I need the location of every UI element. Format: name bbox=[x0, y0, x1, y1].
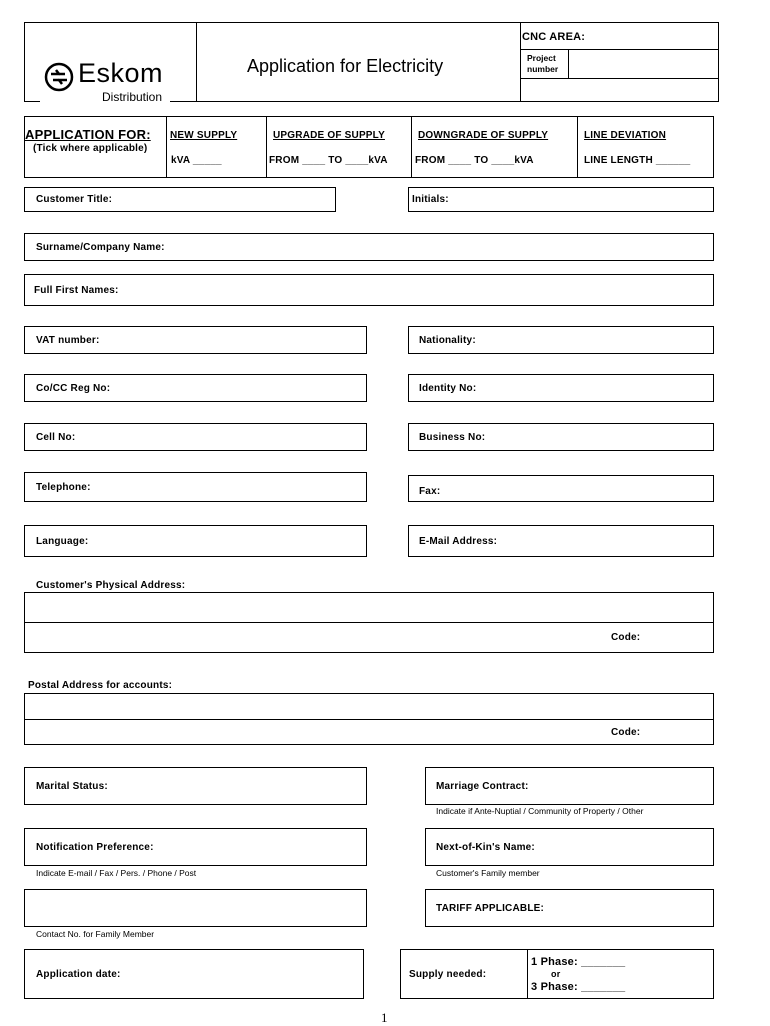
first-names-label: Full First Names: bbox=[34, 285, 119, 296]
logo-division: Distribution bbox=[102, 90, 163, 104]
surname-label: Surname/Company Name: bbox=[36, 242, 165, 253]
option-new-supply-detail: kVA _____ bbox=[171, 155, 222, 166]
cnc-row-line bbox=[520, 49, 719, 50]
app-divider-4 bbox=[577, 116, 578, 178]
cell-label: Cell No: bbox=[36, 432, 76, 443]
logo-word: Eskom bbox=[78, 58, 164, 88]
phase-3-option[interactable]: 3 Phase: _______ bbox=[531, 981, 626, 993]
reg-no-label: Co/CC Reg No: bbox=[36, 383, 111, 394]
postal-address-label: Postal Address for accounts: bbox=[28, 680, 173, 691]
language-label: Language: bbox=[36, 536, 89, 547]
contact-no-field[interactable] bbox=[24, 889, 367, 927]
business-label: Business No: bbox=[419, 432, 486, 443]
cnc-divider bbox=[520, 22, 521, 102]
page-number: 1 bbox=[381, 1010, 388, 1025]
page-title: Application for Electricity bbox=[247, 56, 444, 76]
cnc-area-label: CNC AREA: bbox=[522, 31, 586, 43]
marital-status-label: Marital Status: bbox=[36, 781, 108, 792]
email-label: E-Mail Address: bbox=[419, 536, 498, 547]
app-divider-2 bbox=[266, 116, 267, 178]
option-new-supply[interactable]: NEW SUPPLY bbox=[170, 130, 238, 141]
application-date-label: Application date: bbox=[36, 969, 121, 980]
fax-label: Fax: bbox=[419, 486, 441, 497]
phase-or-label: or bbox=[551, 969, 561, 979]
supply-needed-label: Supply needed: bbox=[409, 969, 487, 980]
cnc-area-input[interactable] bbox=[600, 24, 717, 48]
option-upgrade-supply[interactable]: UPGRADE OF SUPPLY bbox=[273, 130, 385, 141]
contact-no-note: Contact No. for Family Member bbox=[36, 929, 155, 939]
initials-field[interactable] bbox=[408, 187, 714, 212]
physical-address-line-1[interactable] bbox=[24, 592, 714, 623]
project-number-label: Project number bbox=[527, 53, 559, 74]
supply-divider bbox=[527, 949, 528, 999]
tariff-label: TARIFF APPLICABLE: bbox=[436, 903, 545, 914]
application-for-heading: APPLICATION FOR: bbox=[25, 127, 151, 142]
option-downgrade-supply[interactable]: DOWNGRADE OF SUPPLY bbox=[418, 130, 549, 141]
marriage-contract-label: Marriage Contract: bbox=[436, 781, 529, 792]
customer-title-label: Customer Title: bbox=[36, 194, 113, 205]
first-names-field[interactable] bbox=[24, 274, 714, 306]
logo-underline-left bbox=[24, 101, 40, 102]
app-divider-1 bbox=[166, 116, 167, 178]
vat-label: VAT number: bbox=[36, 335, 100, 346]
logo-divider bbox=[196, 22, 197, 102]
notification-label: Notification Preference: bbox=[36, 842, 154, 853]
logo-underline-right bbox=[170, 101, 197, 102]
project-number-input[interactable] bbox=[570, 51, 717, 77]
next-of-kin-label: Next-of-Kin's Name: bbox=[436, 842, 535, 853]
physical-address-label: Customer's Physical Address: bbox=[36, 580, 186, 591]
identity-label: Identity No: bbox=[419, 383, 477, 394]
project-divider bbox=[568, 49, 569, 78]
initials-label: Initials: bbox=[412, 194, 449, 205]
app-divider-3 bbox=[411, 116, 412, 178]
physical-address-code-label: Code: bbox=[611, 632, 641, 643]
eskom-logo-icon bbox=[44, 62, 74, 92]
option-downgrade-detail: FROM ____ TO ____kVA bbox=[415, 155, 534, 166]
option-line-deviation-detail: LINE LENGTH ______ bbox=[584, 155, 691, 166]
marriage-contract-note: Indicate if Ante-Nuptial / Community of Property / Other bbox=[436, 806, 644, 816]
postal-address-code-label: Code: bbox=[611, 727, 641, 738]
postal-address-line-1[interactable] bbox=[24, 693, 714, 720]
option-upgrade-detail: FROM ____ TO ____kVA bbox=[269, 155, 388, 166]
application-for-hint: (Tick where applicable) bbox=[33, 143, 148, 154]
eskom-logo bbox=[44, 58, 194, 106]
telephone-label: Telephone: bbox=[36, 482, 91, 493]
cell-field[interactable] bbox=[24, 423, 367, 451]
notification-note: Indicate E-mail / Fax / Pers. / Phone / Post bbox=[36, 868, 197, 878]
nationality-label: Nationality: bbox=[419, 335, 476, 346]
option-line-deviation[interactable]: LINE DEVIATION bbox=[584, 130, 667, 141]
phase-1-option[interactable]: 1 Phase: _______ bbox=[531, 956, 626, 968]
project-row-line bbox=[520, 78, 719, 79]
next-of-kin-note: Customer's Family member bbox=[436, 868, 540, 878]
fax-field[interactable] bbox=[408, 475, 714, 502]
